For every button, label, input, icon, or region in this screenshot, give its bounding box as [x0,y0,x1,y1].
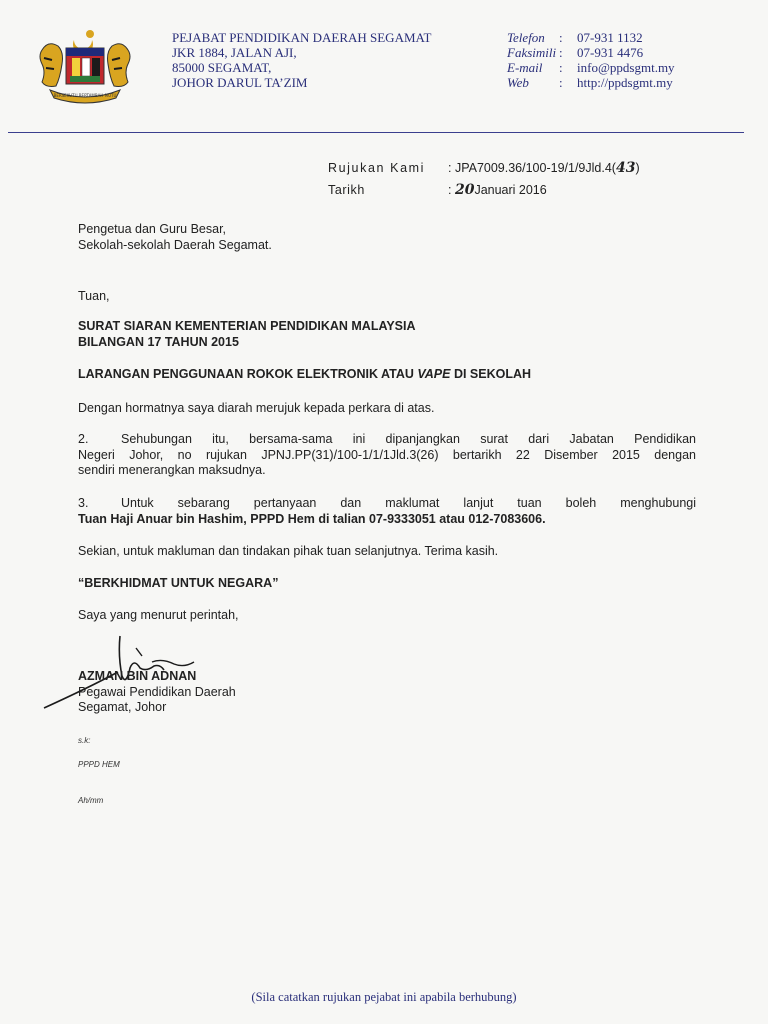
office-address [172,30,431,90]
subject-line: BILANGAN 17 TAHUN 2015 [78,334,239,349]
subject-italic: VAPE [417,367,451,381]
contact-block [507,30,675,90]
footer-note: (Sila catatkan rujukan pejabat ini apabila berhubung) [251,990,517,1004]
date-label: Tarikh [328,183,365,197]
paragraph-number: 3. [78,496,89,510]
reference-close: ) [635,161,640,175]
paragraph-4: Sekian, untuk makluman dan tindakan pihak tuan selanjutnya. Terima kasih. [78,544,499,558]
address-line: JOHOR DARUL TA’ZIM [172,75,308,90]
recipient-block [78,222,696,253]
initials: Ah/mm [78,796,104,805]
cc-label: s.k: [78,736,91,745]
date-value: Januari 2016 [474,183,547,197]
subject-block [78,319,696,350]
signatory-location: Segamat, Johor [78,700,167,714]
paragraph-2 [78,432,696,479]
contact-label: Telefon [507,30,545,45]
cc-recipient: PPPD HEM [78,760,120,769]
paragraph-3 [78,496,696,527]
address-line: 85000 SEGAMAT, [172,60,272,75]
contact-email: E-mail : info@ppdsgmt.my [507,60,675,75]
paragraph-number: 2. [78,432,89,446]
contact-telefon: Telefon : 07-931 1132 [507,30,643,45]
paragraph-line: sendiri menerangkan maksudnya. [78,463,266,477]
date-row: Tarikh : 20 Januari 2016 [328,182,547,198]
contact-value: info@ppdsgmt.my [577,60,675,75]
contact-person: Tuan Haji Anuar bin Hashim, PPPD Hem di talian 07-9333051 atau 012-7083606. [78,511,546,526]
recipient-line: Pengetua dan Guru Besar, [78,222,227,236]
contact-value: 07-931 1132 [577,30,643,45]
closing: Saya yang menurut perintah, [78,608,239,622]
reference-label: Rujukan Kami [328,161,426,175]
signatory-title: Pegawai Pendidikan Daerah [78,684,236,699]
paragraph-1: Dengan hormatnya saya diarah merujuk kepada perkara di atas. [78,401,435,415]
contact-label: Web [507,75,529,90]
reference-number: JPA7009.36/100-19/1/9Jld.4( [454,161,616,175]
recipient-line: Sekolah-sekolah Daerah Segamat. [78,237,272,252]
signatory-name: AZMAN BIN ADNAN [78,669,197,683]
reference-row: Rujukan Kami : JPA7009.36/100-19/1/9Jld.4( 43 ) [328,160,640,176]
svg-text:BERSEKUTU BERTAMBAH MUTU: BERSEKUTU BERTAMBAH MUTU [53,93,117,98]
letterhead-divider [8,132,744,133]
contact-label: Faksimili [507,45,557,60]
subject-title: LARANGAN PENGGUNAAN ROKOK ELEKTRONIK ATAU VAPE DI SEKOLAH [78,367,532,381]
office-name: PEJABAT PENDIDIKAN DAERAH SEGAMAT [172,30,432,45]
reference-handwritten: 43 [615,160,636,176]
date-handwritten: 20 [454,182,475,198]
address-line: JKR 1884, JALAN AJI, [172,45,297,60]
contact-web: Web : http://ppdsgmt.my [507,75,673,90]
paragraph-line: Negeri Johor, no rujukan JPNJ.PP(31)/100-1/1/1Jld.3(26) bertarikh 22 Disember 2015 dengan [78,447,696,462]
contact-value: 07-931 4476 [577,45,644,60]
salutation: Tuan, [78,289,110,303]
subject-line: SURAT SIARAN KEMENTERIAN PENDIDIKAN MALAYSIA [78,319,416,333]
paragraph-line: Untuk sebarang pertanyaan dan maklumat lanjut tuan boleh menghubungi [121,496,696,510]
reference-block [328,160,640,204]
signatory-block [78,669,696,716]
paragraph-line: Sehubungan itu, bersama-sama ini dipanjangkan surat dari Jabatan Pendidikan [121,432,696,446]
coat-of-arms-logo [30,28,140,108]
contact-faksimili: Faksimili : 07-931 4476 [507,45,644,60]
contact-label: E-mail [507,60,543,75]
motto: “BERKHIDMAT UNTUK NEGARA” [78,576,279,590]
contact-value: http://ppdsgmt.my [577,75,673,90]
